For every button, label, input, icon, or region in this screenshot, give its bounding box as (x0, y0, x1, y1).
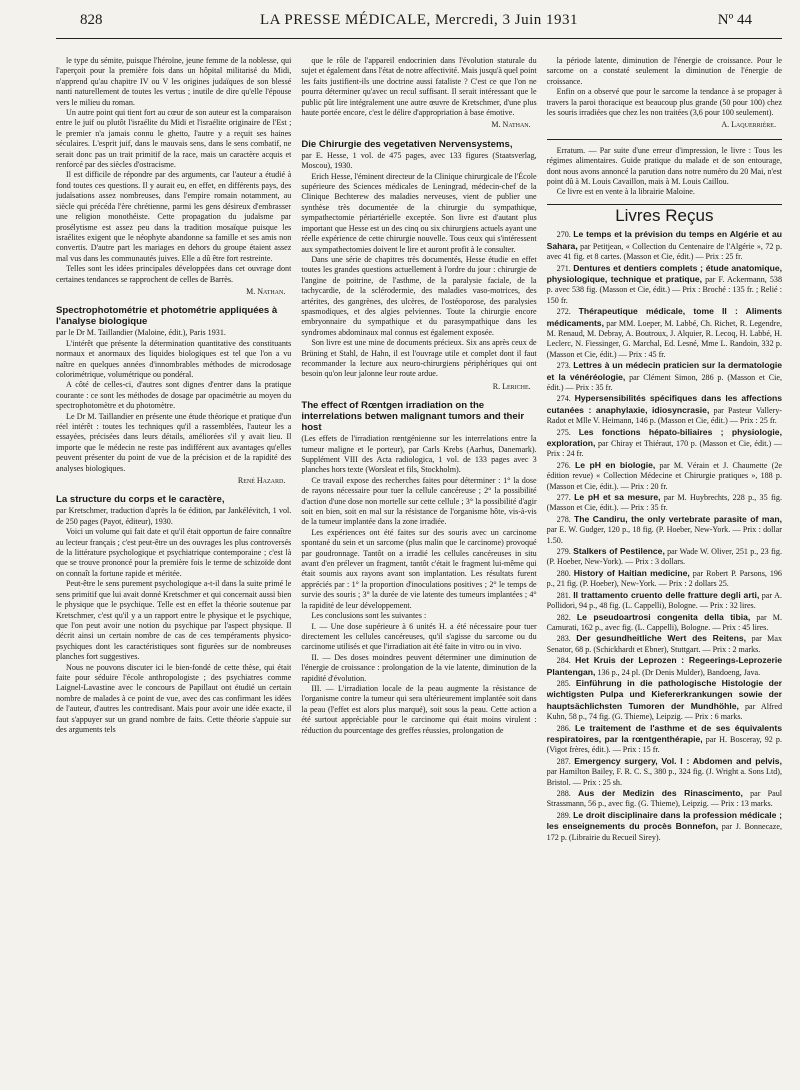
book-details: par H. Bosceray, 92 p. (Vigot frères, édit.). — Prix : 15 fr. (546, 734, 782, 755)
book-details: par Clément Simon, 286 p. (Masson et Cie, édit.) — Prix : 35 fr. (546, 372, 782, 392)
paragraph: L'intérêt que présente la détermination quantitative des constituants normaux et anormaux des liquides biologiques est tel que l'on a vu naître en quelques années d'innombrables méthodes de microdosage colorimétrique, volumétrique ou pondéral. (56, 338, 292, 379)
paragraph: III. — L'irradiation locale de la peau augmente la résistance de l'organisme contre la tumeur qui sera ultérieurement implantée soit dans la peau (l'effet est alors plus marqué), soit sous la peau. Cette action a été surtout appréciable pour le carcinome qui était moins virulent : réduction du pourcentage des greffes réussies, prolongation de (301, 683, 537, 735)
book-details: par Chiray et Thiéraut, 170 p. (Masson et Cie, édit.) — Prix : 24 fr. (546, 439, 782, 459)
review-continued (301, 56, 536, 118)
book-title: Il trattamento cruento delle fratture degli arti, (573, 589, 760, 600)
book-number: 270. (556, 230, 574, 240)
book-title: The Candiru, the only vertebrate parasite of man, (573, 513, 782, 524)
book-entry (547, 590, 782, 612)
book-details: par Hamilton Bailey, F. R. C. S., 380 p., 324 fig. (J. Wright a. Sons Ltd), Bristol. — Prix : 25 sh. (546, 767, 782, 787)
page-header (56, 8, 782, 39)
erratum (547, 146, 782, 198)
book-entry (547, 756, 782, 788)
book-details: par J. Bonnecaze, 172 p. (Librairie du Recueil Sirey). (546, 822, 782, 842)
book-title: Der gesundheitliche Wert des Reitens, (576, 633, 747, 644)
book-number: 276. (556, 460, 575, 470)
book-entry (547, 655, 782, 678)
book-entry (547, 460, 782, 492)
book-number: 273. (556, 361, 574, 371)
book-number: 272. (556, 307, 579, 317)
paragraph: Erich Hesse, l'éminent directeur de la Clinique chirurgicale de l'École supérieure des Sciences médicales de Leningrad, médecin-chef de la Clinique Bechterew des maladies nerveuses, vient de publier une synthèse très documentée de la chirurgie du sympathique, sympathectomie périartérielle exceptée. Son livre est d'autant plus important que Hesse est un des cinq ou six chirurgiens actuels ayant une réelle expérience de cette chirurgie nouvelle. Tous ceux qui s'intéressent aux sympathectomies doivent le lire et auront profit à le consulter. (301, 171, 537, 254)
book-details: par Petitjean, « Collection du Centenaire de l'Algérie », 72 p. avec 41 fig. et 8 cartes. (Masson et Cie, édit.) — Prix : 25 fr. (546, 241, 782, 262)
book-number: 271. (556, 263, 574, 273)
book-number: 287. (556, 756, 575, 766)
paragraph: Erratum. — Par suite d'une erreur d'impression, le livre : Tous les régimes alimentaires. Guide pratique du malade et de son entourage, dont nous avons annoncé la parution dans notre numéro du 20 Mai, n'est point dû à M. Louis Cavaillon, mais à M. Louis Caillou. (546, 145, 782, 187)
book-entry (547, 360, 782, 393)
article-body (301, 172, 536, 380)
article-title: La structure du corps et le caractère, (56, 494, 225, 506)
book-details: par M. Huybrechts, 228 p., 35 fig. (Masson et Cie, édit.). — Prix : 35 fr. (546, 493, 782, 513)
paragraph: le type du sémite, puisque l'héroïne, jeune femme de la noblesse, qui l'aperçoit pour la première fois dans un hôpital militarisé du Midi, n'apprend qu'au chapitre IV ou V les origines judaïques de son blessé nanti naturellement de toutes les vertus ; inutile de dire qu'elle l'épouse vers le milieu du roman. (56, 56, 292, 107)
book-title: Le temps et la prévision du temps en Algérie et au Sahara, (546, 229, 782, 251)
signature: M. Nathan. (491, 120, 531, 130)
article-byline: par le Dr M. Taillandier (Maloine, édit.), Paris 1931. (56, 328, 226, 338)
book-entry (547, 723, 782, 756)
book-title: Dentures et dentiers complets ; étude anatomique, physiologique, technique et pratique, (546, 262, 782, 284)
book-entry (547, 229, 782, 262)
paragraph: Il est difficile de répondre par des arguments, car l'auteur a étudié à fond toutes ces questions. Il y aurait eu, en effet, en différents pays, des judaïsations assez nombreuses, dans l'empire romain notamment, au siècle qui précéda l'ère chrétienne, parmi les gens désireux d'embrasser une religion monothéiste. Cette propagation du judaïsme par prosélytisme est assez peu dans la tradition mosaïque puisque les israélites exigent que le néophyte abandonne sa famille et ses amis non convertis. D'autre part les mariages en dehors du groupe étaient assez mal vus dans les communautés juives. Elle a dû être fort restreinte. (56, 170, 292, 263)
paragraph: Ce travail expose des recherches faites pour déterminer : 1° la dose de rayons nécessaire pour tuer la cellule cancéreuse ; 2° la possibilité d'action d'une dose non mortelle sur cette cellule ; 3° la possibilité d'agir soit en bien, soit en mal sur la résistance de l'organisme hôte, vis-à-vis de la tumeur implantée dans la zone irradiée. (301, 475, 537, 527)
paragraph: Un autre point qui tient fort au cœur de son auteur est la comparaison entre le juif ou plutôt l'israélite du Midi et l'israélite originaire de l'Est ; le premier n'a jamais connu le ghetto, l'autre y a reçuit ses haines séculaires. L'esprit juif, dans le mauvais sens, dans le sens combatif, ne serait donc pas un trait primitif de la race, mais un caractère acquis et renforcé par des siècles d'ostracisme. (56, 108, 292, 170)
book-entry (547, 546, 782, 568)
signature: M. Nathan. (246, 286, 286, 296)
divider (547, 139, 782, 140)
page-number: 828 (80, 12, 103, 28)
article-byline: par Kretschmer, traduction d'après la 6e édition, par Jankélévitch, 1 vol. de 250 pages (Payot, éditeur), 1930. (56, 506, 292, 526)
book-details: par Paul Strassmann, 56 p., avec fig. (G. Thieme), Leipzig. — Prix : 13 marks. (546, 789, 782, 809)
book-entry (547, 393, 782, 426)
book-title: Le traitement de l'asthme et de ses équivalents respiratoires, par la rœntgenthérapie, (546, 722, 782, 744)
book-entry (547, 514, 782, 546)
book-title: Einführung in die pathologische Histologie der wichtigsten Pulpa und Kiefererkrankungen sowie der hauptsächlichsten Tumoren der Mundhöhle, (546, 677, 782, 711)
book-number: 284. (556, 656, 576, 666)
book-number: 285. (556, 678, 576, 688)
book-details: par Robert P. Parsons, 196 p., 21 fig. (P. Hoeber), New-York. — Prix : 2 dollars 25. (546, 568, 782, 589)
column-2 (301, 56, 536, 1084)
paragraph: A côté de celles-ci, d'autres sont dignes d'entrer dans la pratique courante : ce sont les méthodes de dosage par opacimétrie au moyen du spectrophotomètre et du photomètre. (56, 380, 292, 411)
book-number: 286. (556, 723, 575, 733)
paragraph: la période latente, diminution de l'énergie de croissance. Pour le sarcome on a constaté seulement la diminution de l'énergie de croissance. (546, 56, 782, 86)
book-number: 288. (556, 789, 579, 798)
signature: R. Leriche. (492, 381, 531, 391)
book-title: Le pseudoartrosi congenita della tibia, (576, 611, 751, 622)
article-body (301, 476, 536, 736)
book-entry (547, 427, 782, 460)
book-entry (547, 810, 782, 843)
paragraph: Dans une série de chapitres très documentés, Hesse étudie en effet toutes les grandes questions actuellement à l'ordre du jour : chirurgie de l'angine de poitrine, de l'asthme, de la paralysie faciale, de la tachycardie, de la sclérodermie, des maladies vaso-motrices, des artérites, des gangrènes, des ulcères, de l'ostéoporose, des paralysies spasmodiques, et des algies pelviennes. Toute la chirurgie encore embryonnaire du sympathique et du parasympathique dans les syndromes abdominaux mal connus est également exposée. (301, 254, 537, 337)
article-body (56, 339, 291, 474)
book-details: par M. Camurati, 162 p., avec fig. (L. Cappelli), Bologne. — Prix : 45 lires. (546, 612, 782, 632)
article-title: The effect of Rœntgen irradiation on the interrelations betwen malignant tumors and their host (301, 400, 525, 434)
paragraph: Ce livre est en vente à la librairie Maloine. (556, 187, 695, 197)
book-title: Les fonctions hépato-biliaires ; physiologie, exploration, (546, 426, 782, 448)
book-number: 279. (556, 547, 574, 557)
paragraph: Nous ne pouvons discuter ici le bien-fondé de cette thèse, qui était faite pour séduire l'école anthropologiste ; des psychiatres comme Laignel-Lavastine avec le concours de Papillaut ont étudié un certain nombre de malades à ce point de vue, avec des cas confirmant les idées de l'auteur, d'autres les contredisant. Mais pour avoir une idée exacte, il faut s'appuyer sur un grand nombre de faits. Cette théorie s'appuie sur des arguments tels (56, 662, 292, 734)
article-title: Spectrophotométrie et photométrie appliquées à l'analyse biologique (56, 305, 278, 328)
book-number: 289. (556, 810, 574, 820)
article-byline: par E. Hesse, 1 vol. de 475 pages, avec 133 figures (Staatsverlag, Moscou), 1930. (301, 150, 537, 171)
column-3 (547, 56, 782, 1084)
book-details: par Max Senator, 68 p. (Schickhardt et Ebner), Stuttgart. — Prix : 2 marks. (546, 634, 782, 654)
book-number: 274. (556, 394, 575, 404)
book-number: 275. (556, 427, 579, 437)
book-entry (547, 612, 782, 634)
book-details: par Wade W. Oliver, 251 p., 23 fig. (P. Hoeber, New-York). — Prix : 3 dollars. (546, 547, 782, 567)
books-received-heading: Livres Reçus (615, 205, 714, 225)
columns (56, 56, 782, 1084)
paragraph: I. — Une dose supérieure à 6 unités H. a été nécessaire pour tuer directement les cellules cancéreuses, qu'il s'agisse du sarcome ou du carcinome utilisés et que l'irradiation ait été faite in vitro ou in vivo. (301, 621, 537, 652)
book-entry (547, 633, 782, 655)
book-details: par M. Vérain et J. Chaumette (2e édition revue) « Collection Médecine et Chirurgie pratiques », 188 p. (Masson et Cie, édit.). — Prix : 20 fr. (546, 460, 782, 491)
book-title: Lettres à un médecin praticien sur la dermatologie et la vénéréologie, (546, 360, 782, 382)
book-details: par F. Ackermann, 538 p. avec 538 fig. (Masson et Cie, édit.) — Prix : Broché : 135 fr. ; Relié : 150 fr. (546, 274, 782, 305)
article-byline: (Les effets de l'irradiation rœntgénienne sur les interrelations entre la tumeur maligne et le porteur), par Carls Krebs (Aarhus, Danemark). Supplément VIII des Acta radiologica, 1 vol. de 133 pages avec 3 planches hors texte (Worsleat et fils, Stockholm). (301, 434, 537, 475)
book-number: 277. (556, 493, 575, 503)
book-title: Le droit disciplinaire dans la profession médicale ; les enseignements du procès Bonnefon, (546, 809, 782, 832)
book-title: Aus der Medizin des Rinascimento, (578, 788, 743, 798)
journal-title: LA PRESSE MÉDICALE, Mercredi, 3 Juin 1931 (260, 12, 578, 28)
book-title: History of Haitian medicine, (573, 567, 690, 578)
review-continued (547, 56, 782, 118)
paragraph: Les conclusions sont les suivantes : (311, 611, 427, 621)
article-title: Die Chirurgie des vegetativen Nervensystems, (301, 138, 513, 150)
book-details: par MM. Loeper, M. Labbé, Ch. Richet, R. Legendre, M. Renaud, M. Debray, A. Boutroux, J. Alquier, R. Lecoq, H. Labbé, H. Leclerc, N. Fiessinger, G. Marchal, Ed. Lesné, Mme L. Randoin, 332 p. (Masson et Cie, édit.) — Prix : 45 fr. (546, 318, 782, 359)
book-title: Het Kruis der Leprozen : Regeerings-Leprozerie Plantengan, (546, 655, 782, 677)
paragraph: Telles sont les idées principales développées dans cet ouvrage dont certaines tendances se rapprochent de celles de Barrès. (56, 264, 292, 284)
paragraph: Son livre est une mine de documents précieux. Six ans après ceux de Brüning et Stahl, de Hahn, il est l'ouvrage utile et complet dont il faut recommander la lecture aux neuro-chirurgiens périphériques qui ont besoin qu'on leur jalonne leur route ardue. (301, 338, 537, 379)
article-body (56, 527, 291, 735)
signature: A. Laquerrière. (721, 120, 776, 130)
book-details: par Alfred Kuhn, 58 p., 74 fig. (G. Thieme), Leipzig. — Prix : 6 marks. (546, 701, 782, 722)
book-details: 136 p., 24 pl. (Dr Denis Mulder), Bandoeng, Java. (595, 667, 761, 677)
paragraph: Le Dr M. Taillandier en présente une étude théorique et pratique d'un réel intérêt : toutes les techniques qu'il a rassemblées, l'auteur les a essayées, précisées dans leurs détails, améliorées s'il y avait lieu. Il importe que le médecin ne reste pas indifférent aux avantages qu'elles peuvent présenter du point de vue de la précision et de la rapidité des analyses biologiques. (56, 411, 292, 473)
book-title: Stalkers of Pestilence, (573, 546, 665, 557)
book-number: 283. (556, 634, 577, 644)
divider (547, 204, 782, 205)
paragraph: Les expériences ont été faites sur des souris avec un carcinome spontané du sein et un sarcome (plus malin que le carcinome) provoqué par goudronnage. Tantôt on a irradié les cellules cancéreuses in situ avant d'en prélever un fragment, tantôt c'était le fragment lui-même qui était soumis aux rayons avant son implantation. Les résultats furent appréciés par : 1° la proportion d'inoculations positives ; 2° le temps de survie des souris ; 3° la durée de vie latente des tumeurs implantées ; 4° la rapidité de leur développement. (301, 527, 537, 610)
book-entry (547, 263, 782, 307)
column-1 (56, 56, 291, 1084)
review-continued (56, 56, 291, 285)
newspaper-page (0, 8, 800, 1090)
book-title: Hypersensibilités spécifiques dans les affections cutanées : anaphylaxie, idiosyncrasie, (546, 393, 782, 415)
signature: René Hazard. (237, 476, 286, 486)
book-number: 281. (556, 590, 574, 600)
book-entry (547, 306, 782, 360)
paragraph: II. — Des doses moindres peuvent déterminer une diminution de l'énergie de croissance : prolongation de la vie latente, diminution de la rapidité d'évolution. (301, 652, 537, 683)
paragraph: Peut-être le sens purement psychologique a-t-il dans la suite primé le sens primitif que lui avait donné Kretschmer et qui concernait aussi bien le physique que le psychique. Telle est en effet la théorie soutenue par Kretschmer, c'est qu'il y a un rapport entre le physique et le psychique, que l'on peut avoir une notion du psychique par l'aspect physique. Il décrit ainsi un certain nombre de cas de ces tempéraments physico-psychiques dont les caractéristiques sont figurées sur de nombreuses planches fort suggestives. (56, 579, 292, 662)
paragraph: Voici un volume qui fait date et qu'il était opportun de faire connaître au lecteur français ; c'est peut-être un des ouvrages les plus controversés de la littérature psychologique et psychiatrique contemporaine ; c'est là que se trouve prononcé pour la première fois le terme de schizoïde dont on connaît la fortune rapide et méritée. (56, 527, 292, 578)
paragraph: que le rôle de l'appareil endocrinien dans l'évolution staturale du sujet et également dans l'état de notre affectivité. Mais jusqu'à quel point les faits justifient-ils une doctrine aussi fataliste ? C'est ce que l'on ne pourra déterminer qu'avec un recul suffisant. Il serait intéressant que le public pût lire intégralement une autre œuvre de Kretschmer, d'une plus haute portée encore, c'est le délire d'appropriation à base émotive. (301, 56, 537, 118)
book-title: Emergency surgery, Vol. I : Abdomen and pelvis, (574, 755, 782, 766)
book-entry (547, 678, 782, 723)
book-entry (547, 492, 782, 514)
book-title: Thérapeutique médicale, tome II : Aliments médicaments, (546, 306, 782, 328)
book-number: 278. (556, 514, 574, 524)
book-title: Le pH et sa mesure, (574, 492, 661, 503)
book-details: par Pasteur Vallery-Radot et Mlle V. Heimann, 146 p. (Masson et Cie, édit.) — Prix : 25 fr. (546, 405, 782, 426)
book-title: Le pH en biologie, (574, 459, 656, 470)
book-number: 282. (556, 612, 577, 622)
issue-number: Nº 44 (717, 12, 752, 28)
book-entry (547, 788, 782, 810)
book-details: par A. Pollidori, 94 p., 48 fig. (L. Cappelli), Bologne. — Prix : 32 lires. (546, 590, 782, 611)
book-entry (547, 568, 782, 590)
book-number: 280. (556, 568, 574, 578)
book-details: par E. W. Gudger, 120 p., 18 fig. (P. Hoeber, New-York. — Prix : dollar 1.50. (546, 525, 782, 545)
paragraph: Enfin on a observé que pour le sarcome la tendance à se propager à travers la paroi thoracique est beaucoup plus grande (50 pour 100) chez les souris irradiées que chez les non traitées (3,6 pour 100 seulement). (546, 87, 782, 118)
books-received-list (547, 229, 782, 843)
